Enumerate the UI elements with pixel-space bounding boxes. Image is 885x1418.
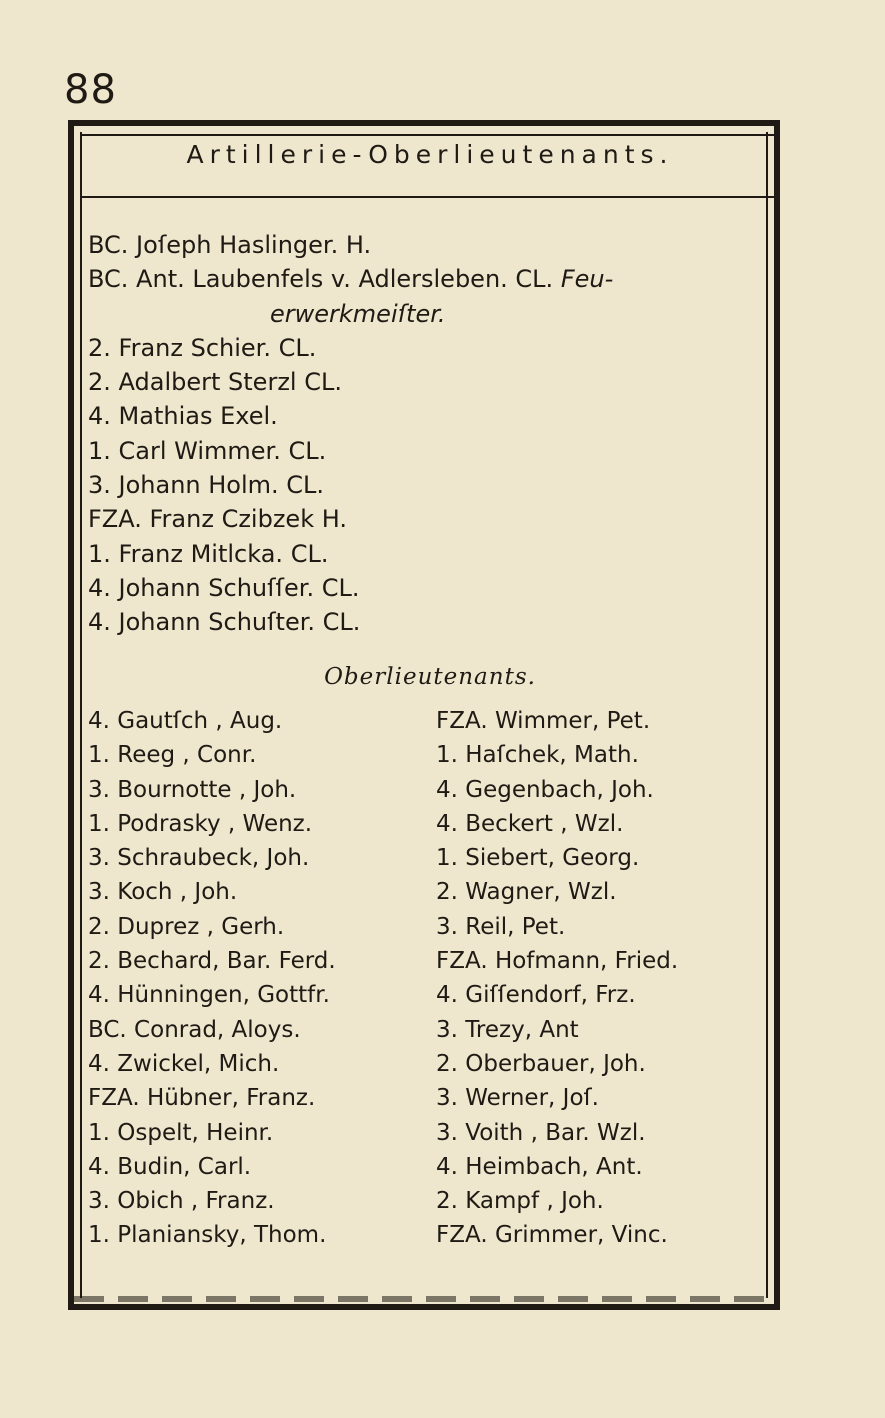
list-item: 1. Franz Mitlcka. CL. <box>88 539 329 568</box>
table-row: 1. Planiansky, Thom. FZA. Grimmer, Vinc. <box>88 1222 668 1249</box>
page-title: Artillerie-Oberlieutenants. <box>186 140 674 169</box>
list-item: 1. Carl Wimmer. CL. <box>88 436 327 465</box>
list-item: BC. Ant. Laubenfels v. Adlersleben. CL. Feu- <box>88 265 614 294</box>
header-rule-bottom <box>80 196 780 198</box>
table-row: 4. Budin, Carl. 4. Heimbach, Ant. <box>88 1153 643 1180</box>
table-row: 2. Bechard, Bar. Ferd. FZA. Hofmann, Fried. <box>88 948 679 975</box>
list-item: 2. Adalbert Sterzl CL. <box>88 368 342 397</box>
table-row: 2. Duprez , Gerh. 3. Reil, Pet. <box>88 913 566 940</box>
section-subheading: Oberlieutenants. <box>324 664 536 690</box>
list-item: FZA. Franz Czibzek H. <box>88 505 347 534</box>
two-column-list <box>88 704 768 1253</box>
bottom-rule <box>74 1296 774 1302</box>
list-item-italic: Feu- <box>560 265 614 294</box>
list-item: BC. Joſeph Haslinger. H. <box>88 231 372 259</box>
officer-list <box>88 228 768 640</box>
table-row: 1. Podrasky , Wenz. 4. Beckert , Wzl. <box>88 810 624 837</box>
list-item-continuation: erwerkmeiſter. <box>270 299 446 328</box>
table-row: 4. Hünningen, Gottfr. 4. Giſſendorf, Frz. <box>88 982 636 1009</box>
table-row: 4. Gautſch , Aug. FZA. Wimmer, Pet. <box>88 708 651 734</box>
table-row: FZA. Hübner, Franz. 3. Werner, Joſ. <box>88 1085 599 1112</box>
list-item: 3. Johann Holm. CL. <box>88 471 325 500</box>
table-row: 3. Schraubeck, Joh. 1. Siebert, Georg. <box>88 845 640 872</box>
page-number: 88 <box>64 67 117 113</box>
table-row: 3. Obich , Franz. 2. Kampf , Joh. <box>88 1188 604 1215</box>
header-rule-top <box>80 134 780 136</box>
table-row: BC. Conrad, Aloys. 3. Trezy, Ant <box>88 1016 579 1043</box>
table-row: 1. Reeg , Conr. 1. Haſchek, Math. <box>88 742 639 769</box>
table-row: 4. Zwickel, Mich. 2. Oberbauer, Joh. <box>88 1050 646 1077</box>
table-row: 1. Ospelt, Heinr. 3. Voith , Bar. Wzl. <box>88 1119 646 1146</box>
list-item: 4. Johann Schuſter. CL. <box>88 608 361 637</box>
list-item: 2. Franz Schier. CL. <box>88 333 317 362</box>
list-item: 4. Johann Schuſſer. CL. <box>88 573 360 602</box>
list-item: 4. Mathias Exel. <box>88 402 278 431</box>
table-row: 3. Bournotte , Joh. 4. Gegenbach, Joh. <box>88 776 654 803</box>
table-row: 3. Koch , Joh. 2. Wagner, Wzl. <box>88 879 617 906</box>
